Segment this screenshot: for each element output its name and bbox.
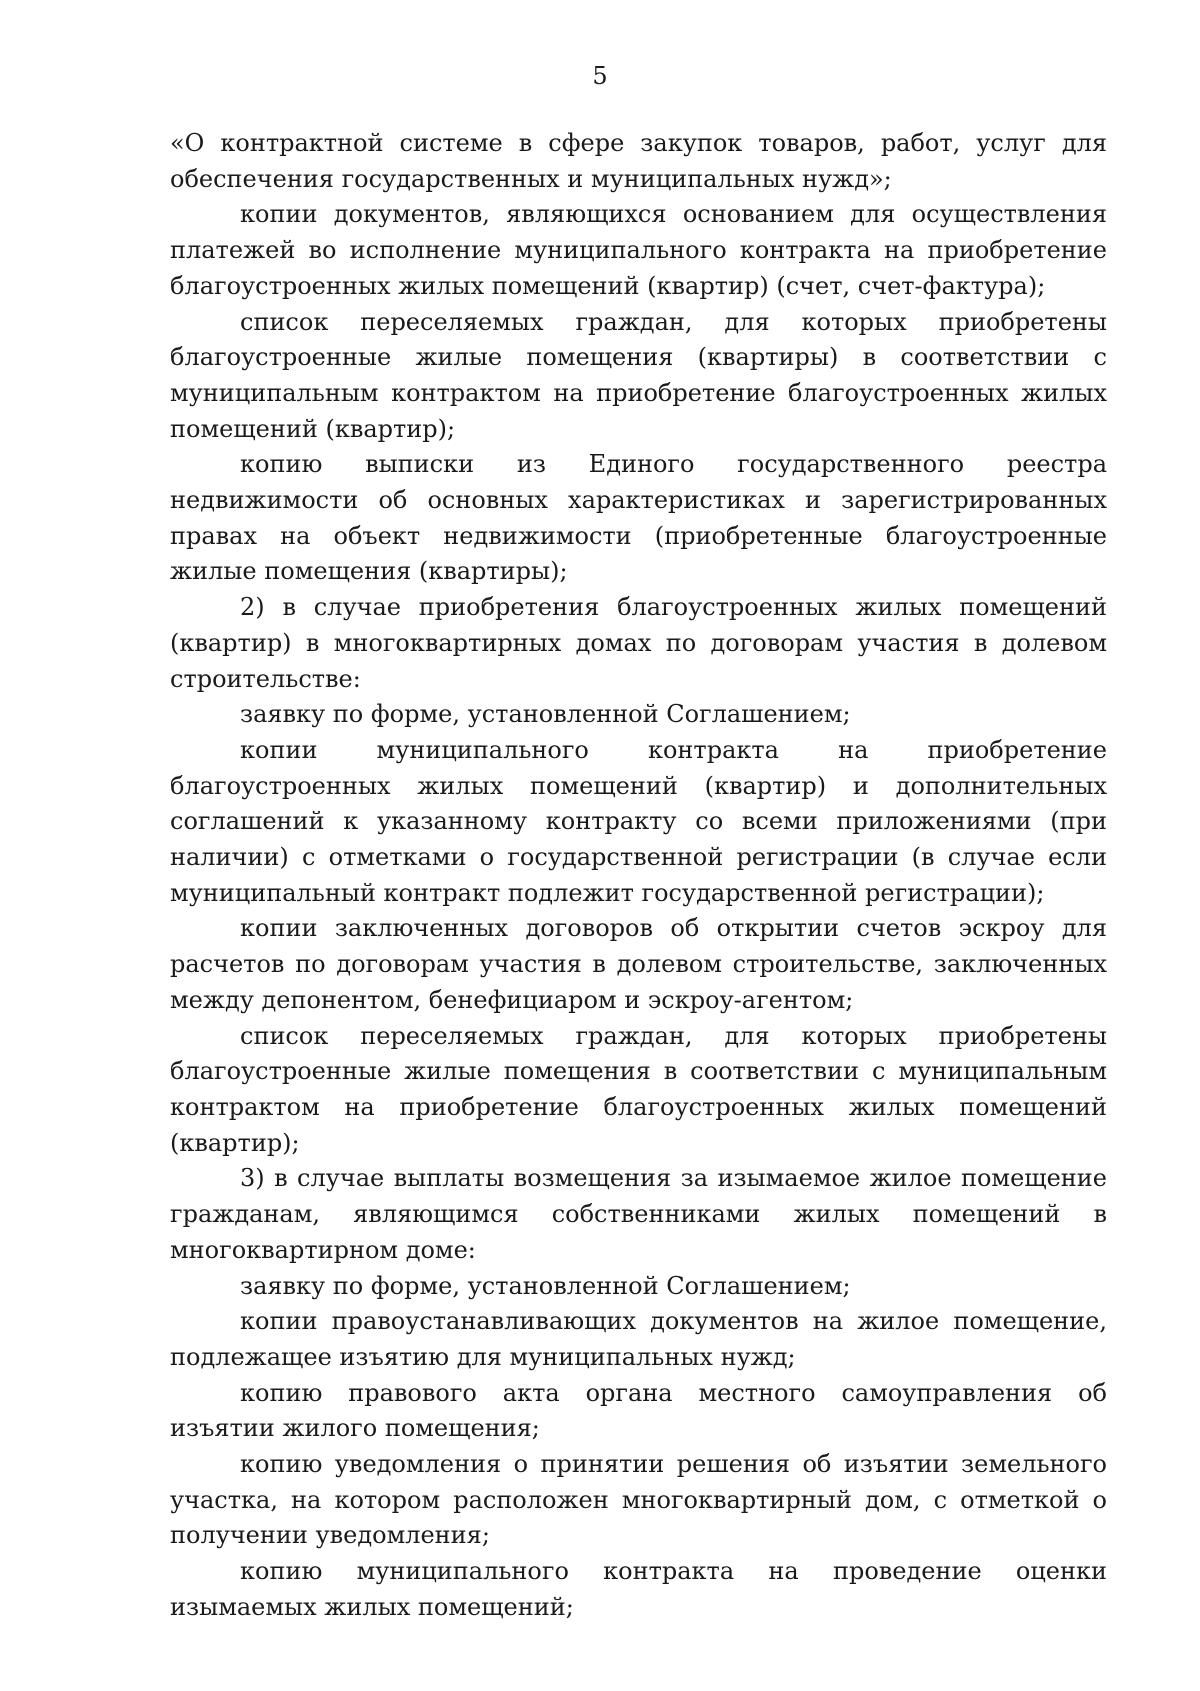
paragraph: копии документов, являющихся основанием для осуществления платежей во исполнение муниципального контракта на приобретение благоустроенных жилых помещений (квартир) (счет, счет-фактура); — [170, 200, 1107, 300]
paragraph: копии правоустанавливающих документов на жилое помещение, подлежащее изъятию для муниципальных нужд; — [170, 1307, 1107, 1371]
paragraph: 2) в случае приобретения благоустроенных жилых помещений (квартир) в многоквартирных домах по договорам участия в долевом строительстве: — [170, 593, 1107, 693]
paragraph: копию муниципального контракта на проведение оценки изымаемых жилых помещений; — [170, 1557, 1107, 1621]
paragraph: 3) в случае выплаты возмещения за изымаемое жилое помещение гражданам, являющимся собственниками жилых помещений в многоквартирном доме: — [170, 1164, 1107, 1264]
document-body — [170, 126, 1107, 1626]
paragraph: копии муниципального контракта на приобретение благоустроенных жилых помещений (квартир) и дополнительных соглашений к указанному контракту со всеми приложениями (при наличии) с отметками о государственной регистрации (в случае если муниципальный контракт подлежит государственной регистрации); — [170, 735, 1107, 907]
paragraph: копию уведомления о принятии решения об изъятии земельного участка, на котором расположен многоквартирный дом, с отметкой о получении уведомления; — [170, 1450, 1107, 1550]
paragraph: копию правового акта органа местного самоуправления об изъятии жилого помещения; — [170, 1378, 1107, 1443]
page-number: 5 — [592, 62, 608, 90]
paragraph: копию выписки из Единого государственного реестра недвижимости об основных характеристиках и зарегистрированных правах на объект недвижимости (приобретенные благоустроенные жилые помещения (квартиры); — [170, 450, 1107, 586]
paragraph: заявку по форме, установленной Соглашением; — [240, 1271, 851, 1300]
paragraph: копии заключенных договоров об открытии счетов эскроу для расчетов по договорам участия в долевом строительстве, заключенных между депонентом, бенефициаром и эскроу-агентом; — [170, 914, 1107, 1014]
paragraph: заявку по форме, установленной Соглашением; — [240, 700, 851, 729]
paragraph: список переселяемых граждан, для которых приобретены благоустроенные жилые помещения в соответствии с муниципальным контрактом на приобретение благоустроенных жилых помещений (квартир); — [170, 1021, 1107, 1157]
paragraph: «О контрактной системе в сфере закупок товаров, работ, услуг для обеспечения государственных и муниципальных нужд»; — [170, 129, 1107, 193]
paragraph: список переселяемых граждан, для которых приобретены благоустроенные жилые помещения (квартиры) в соответствии с муниципальным контрактом на приобретение благоустроенных жилых помещений (квартир); — [170, 307, 1107, 443]
